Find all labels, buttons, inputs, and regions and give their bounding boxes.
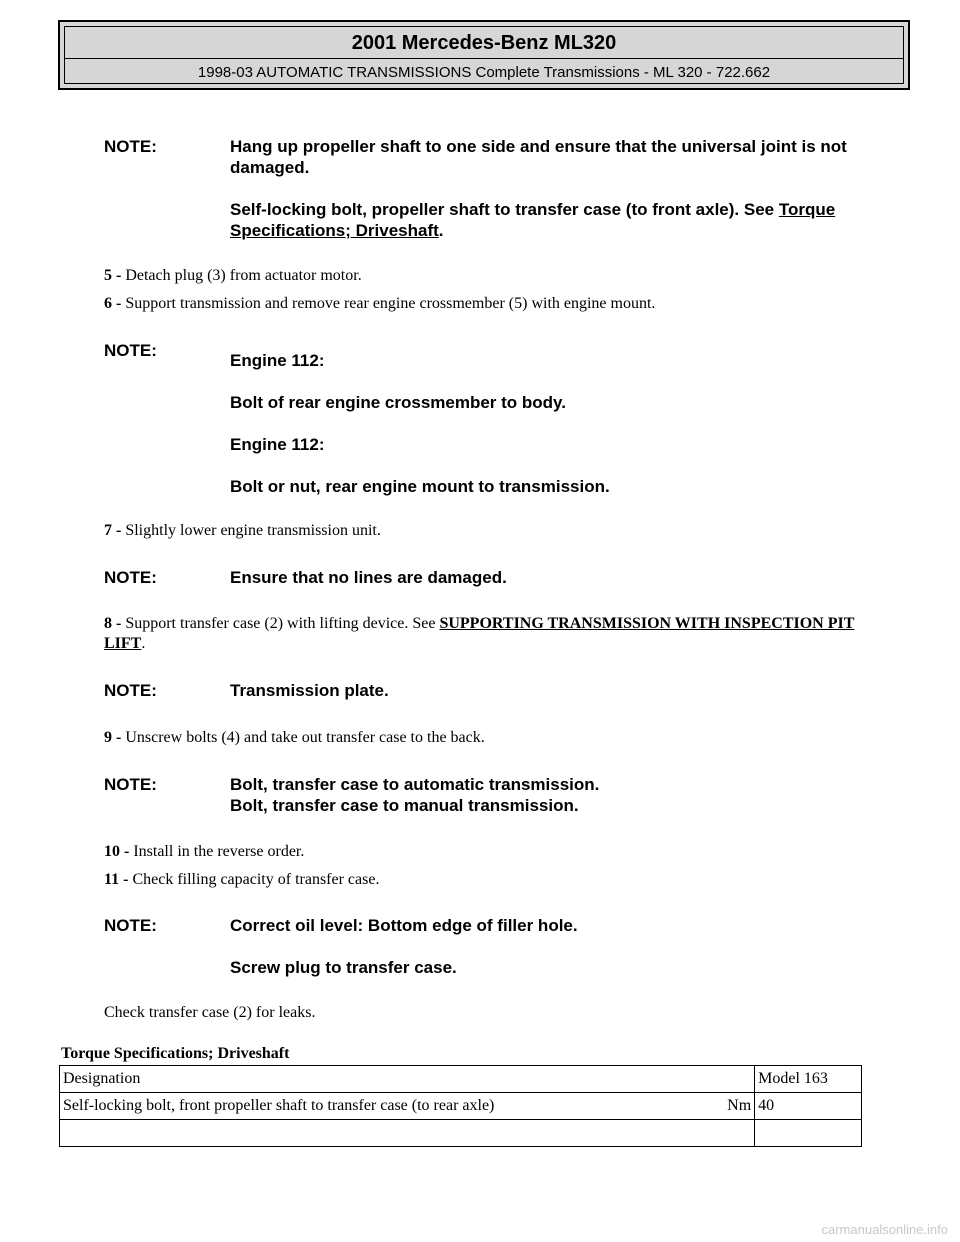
note-label: NOTE: [104,681,157,700]
step-10 [104,842,864,862]
step-number: 6 - [104,295,122,312]
step-8: 8 - Support transfer case (2) with lifting device. See SUPPORTING TRANSMISSION WITH INSPECTION PIT LIFT. [104,615,855,652]
step-number: 10 - [104,843,130,860]
step-number: 9 - [104,729,122,746]
note-text: Ensure that no lines are damaged. [230,568,507,587]
document-title: 2001 Mercedes-Benz ML320 [351,32,617,54]
note-text: Bolt, transfer case to automatic transmission. [230,775,600,794]
table-row [60,1093,862,1120]
step-11 [104,870,864,890]
note-body [230,350,910,497]
note-label: NOTE: [104,568,157,587]
note-label: NOTE: [104,341,157,360]
note-text: Self-locking bolt, propeller shaft to transfer case (to front axle). See Torque Specifications; Driveshaft. [230,200,836,240]
note-text: Bolt, transfer case to manual transmission. [230,796,579,815]
supporting-transmission-link[interactable]: SUPPORTING TRANSMISSION WITH INSPECTION PIT LIFT [104,615,855,652]
step-number: 8 - [104,615,122,632]
note-body [230,567,910,588]
header-divider [65,58,903,59]
step-text: Detach plug (3) from actuator motor. [125,267,362,284]
table-cell-empty [755,1120,862,1147]
note-body [230,774,910,816]
table-cell-empty [60,1120,755,1147]
step-5 [104,266,864,286]
note-text: Bolt or nut, rear engine mount to transmission. [230,477,610,496]
step-text: Support transmission and remove rear engine crossmember (5) with engine mount. [125,295,656,312]
document-header [58,20,910,90]
step-text: Support transfer case (2) with lifting device. See [125,615,440,632]
note-label: NOTE: [104,916,157,935]
step-9 [104,728,864,748]
step-number: 11 - [104,871,129,888]
step-7 [104,521,864,541]
document-subtitle: 1998-03 AUTOMATIC TRANSMISSIONS Complete Transmissions - ML 320 - 722.662 [197,64,771,81]
table-header-row [60,1066,862,1093]
note-body [230,915,910,978]
document-header-inner [64,26,904,84]
table-header-model: Model 163 [755,1066,862,1093]
note-label: NOTE: [104,775,157,794]
note-text: Hang up propeller shaft to one side and ensure that the universal joint is not damaged. [230,137,847,177]
note-label: NOTE: [104,137,157,156]
table-cell-value: 40 [755,1093,862,1120]
note-text: Bolt of rear engine crossmember to body. [230,393,566,412]
note-text: Engine 112: [230,351,325,370]
torque-spec-table [59,1065,862,1147]
step-text: Check filling capacity of transfer case. [132,871,380,888]
note-text: Screw plug to transfer case. [230,958,457,977]
step-text: Unscrew bolts (4) and take out transfer case to the back. [125,729,485,746]
note-body [230,680,910,701]
table-header-designation: Designation [60,1066,755,1093]
step-6 [104,294,864,314]
step-text: Install in the reverse order. [133,843,305,860]
note-text: Correct oil level: Bottom edge of filler hole. [230,916,578,935]
check-leaks: Check transfer case (2) for leaks. [104,1004,316,1021]
note-text: Transmission plate. [230,681,389,700]
step-text: Slightly lower engine transmission unit. [125,522,381,539]
note-body [230,136,910,241]
torque-spec-link[interactable]: Torque Specifications; Driveshaft [230,200,836,240]
step-number: 7 - [104,522,122,539]
step-number: 5 - [104,267,122,284]
table-row-empty [60,1120,862,1147]
note-text: Engine 112: [230,435,325,454]
watermark: carmanualsonline.info [821,1222,948,1237]
table-cell-unit: Nm [702,1093,754,1120]
torque-spec-title: Torque Specifications; Driveshaft [61,1045,290,1062]
table-cell-designation: Self-locking bolt, front propeller shaft to transfer case (to rear axle) [60,1093,703,1120]
